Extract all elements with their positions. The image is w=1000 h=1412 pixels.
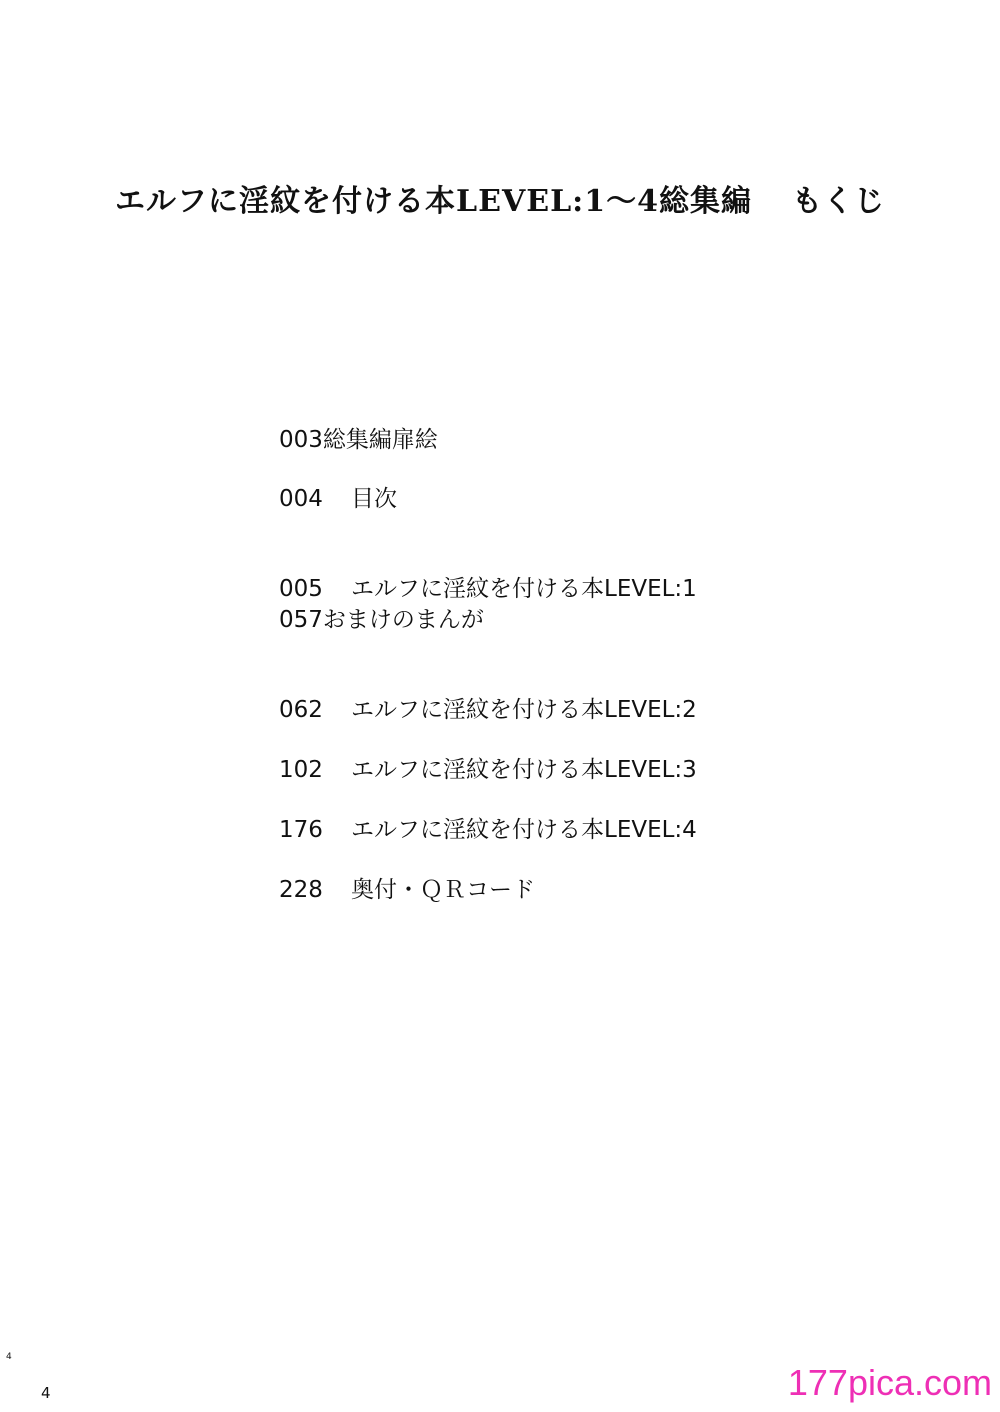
toc-entry-label: 総集編扉絵 [322, 427, 438, 453]
watermark: 177pica.com [787, 1362, 992, 1403]
toc-page-number: 228 [279, 877, 323, 903]
title-suffix: もくじ [792, 184, 886, 219]
toc-page-number: 176 [279, 817, 323, 843]
toc-entry-label: エルフに淫紋を付ける本LEVEL:3 [351, 757, 697, 783]
toc-entry [279, 425, 438, 455]
toc-entry-label: エルフに淫紋を付ける本LEVEL:1 [351, 576, 697, 602]
toc-entry-label: 奥付・ＱＲコード [351, 877, 535, 903]
toc-entry [279, 755, 697, 785]
toc-entry [279, 605, 484, 635]
toc-entry-label: エルフに淫紋を付ける本LEVEL:2 [351, 697, 697, 723]
toc-page-number: 004 [279, 486, 323, 512]
toc-entry-label: おまけのまんが [322, 607, 484, 633]
toc-page-number: 057 [279, 607, 323, 633]
toc-page-number: 102 [279, 757, 323, 783]
toc-entry-label: エルフに淫紋を付ける本LEVEL:4 [351, 817, 697, 843]
toc-page-number: 005 [279, 576, 323, 602]
toc-page-number: 003 [279, 427, 323, 453]
title-main: エルフに淫紋を付ける本LEVEL:1〜4総集編 [114, 184, 753, 219]
page-number-small: 4 [6, 1352, 12, 1362]
toc-entry [279, 815, 697, 845]
toc-entry [279, 574, 697, 604]
page-title [0, 176, 1000, 220]
page-number: 4 [41, 1384, 51, 1402]
toc-entry [279, 875, 535, 905]
toc-entry [279, 484, 397, 514]
toc-entry-label: 目次 [351, 486, 397, 512]
toc-entry [279, 695, 697, 725]
toc-page-number: 062 [279, 697, 323, 723]
